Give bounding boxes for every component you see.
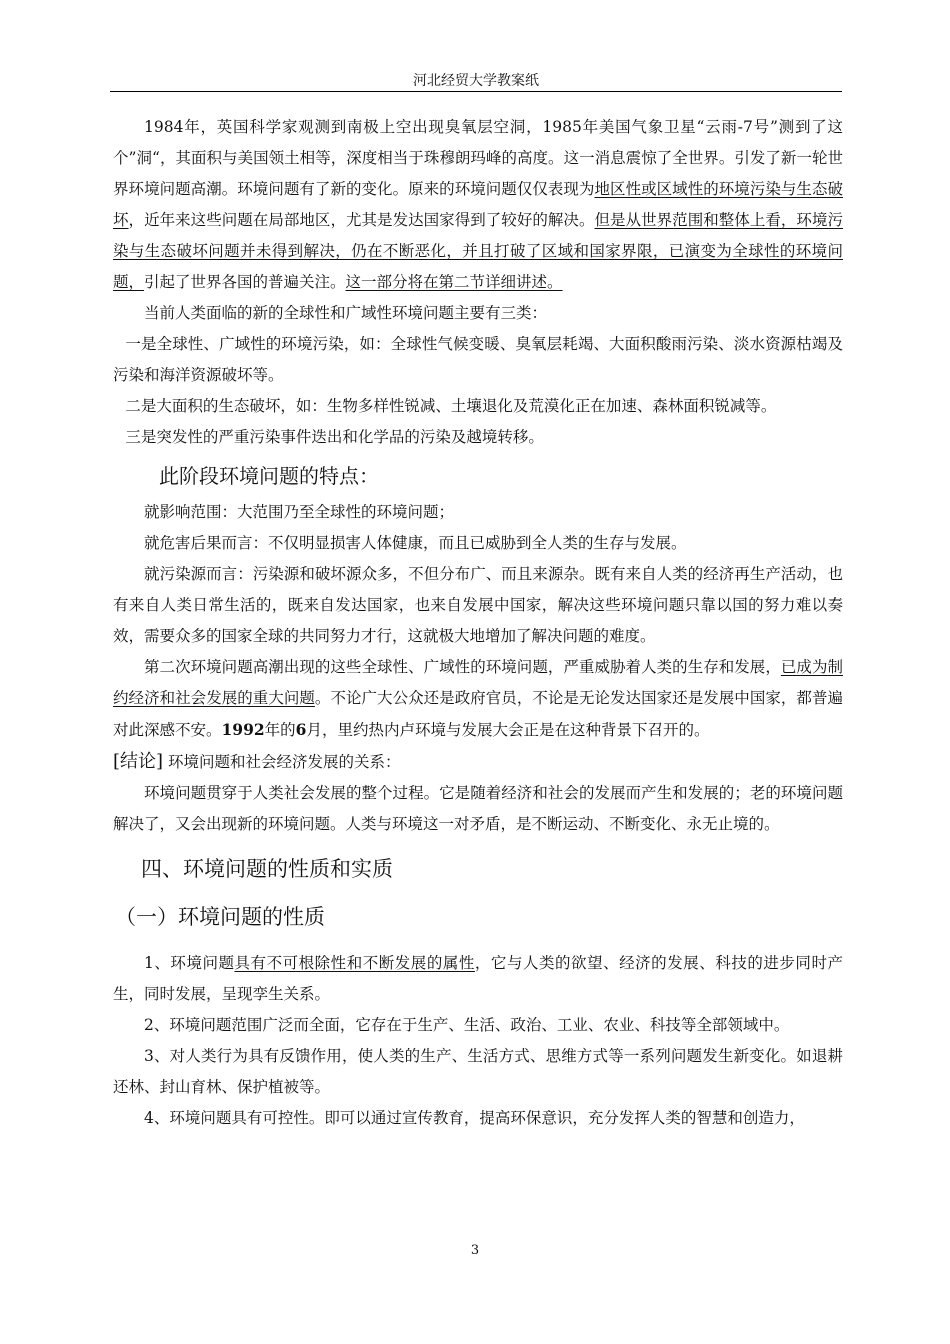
list-item-2: 二是大面积的生态破坏，如：生物多样性锐减、土壤退化及荒漠化正在加速、森林面积锐减等。 — [125, 397, 777, 415]
bold-year: 1992 — [221, 720, 265, 739]
underlined-text: 但是从世界范围和整体上看，环境污染与生态破坏问题并未得到解决，仍在不断恶化，并且打破了区域和国家界限，已演变为全球性的环境问题， — [113, 211, 843, 291]
numbered-item-2: 2、环境问题范围广泛而全面，它存在于生产、生活、政治、工业、农业、科技等全部领域中。 — [144, 1016, 790, 1034]
numbered-item-1 — [113, 948, 843, 1010]
underlined-text: 这一部分将在第二节详细讲述。 — [345, 273, 563, 291]
subsection-heading: （一）环境问题的性质 — [115, 905, 325, 929]
conclusion-text: 环境问题和社会经济发展的关系： — [167, 753, 401, 771]
list-item-3: 三是突发性的严重污染事件迭出和化学品的污染及越境转移。 — [125, 428, 544, 446]
document-body — [113, 112, 843, 1134]
text-run: 月，里约热内卢环境与发展大会正是在这种背景下召开的。 — [306, 721, 710, 739]
text-run: ，它与人类的欲望、经济的发展、科技的进步同时产生，同时发展，呈现孪生关系。 — [113, 954, 843, 1003]
text-run: 1984年，英国科学家观测到南极上空出现臭氧层空洞，1985年美国气象卫星“云雨-7号”测到了这个”洞“，其面积与美国领土相等，深度相当于珠穆朗玛峰的高度。这一消息震惊了全世界。引发了新一轮世界环境问题高潮。环境问题有了新的变化。原来的环境问题仅仅表现为 — [113, 118, 843, 198]
conclusion-tag: [结论] — [113, 751, 164, 772]
underlined-text: 地区性或区域性的环境污染与生态破坏 — [113, 180, 843, 229]
feature-harm: 就危害后果而言：不仅明显损害人体健康，而且已威胁到全人类的生存与发展。 — [144, 534, 687, 552]
page-header: 河北经贸大学教案纸 — [413, 73, 539, 89]
paragraph-three-types: 当前人类面临的新的全球性和广域性环境问题主要有三类： — [144, 304, 548, 322]
paragraph-conclusion: 环境问题贯穿于人类社会发展的整个过程。它是随着经济和社会的发展而产生和发展的；老的环境问题解决了，又会出现新的环境问题。人类与环境这一对矛盾，是不断运动、不断变化、永无止境的。 — [113, 784, 843, 833]
text-run: ，近年来这些问题在局部地区，尤其是发达国家得到了较好的解决。 — [128, 211, 595, 229]
numbered-item-3: 3、对人类行为具有反馈作用，使人类的生产、生活方式、思维方式等一系列问题发生新变化。如退耕还林、封山育林、保护植被等。 — [113, 1047, 843, 1096]
paragraph-second-wave — [113, 652, 843, 746]
bold-month: 6 — [295, 720, 307, 739]
text-run: 。不论广大公众还是政府官员，不论是无论发达国家还是发展中国家，都普遍对此深感不安。 — [113, 689, 843, 739]
underlined-text: 已成为制约经济和社会发展的重大问题 — [113, 658, 843, 707]
feature-source: 就污染源而言：污染源和破坏源众多，不但分布广、而且来源杂。既有来自人类的经济再生产活动，也有来自人类日常生活的，既来自发达国家，也来自发展中国家，解决这些环境问题只靠以国的努力难以奏效，需要众多的国家全球的共同努力才行，这就极大地增加了解决问题的难度。 — [113, 565, 843, 645]
paragraph-ozone — [113, 112, 843, 298]
numbered-item-4: 4、环境问题具有可控性。即可以通过宣传教育，提高环保意识，充分发挥人类的智慧和创造力， — [144, 1109, 805, 1127]
section-heading: 四、环境问题的性质和实质 — [141, 857, 393, 881]
feature-scope: 就影响范围：大范围乃至全球性的环境问题； — [144, 503, 455, 521]
text-run: 第二次环境问题高潮出现的这些全球性、广域性的环境问题，严重威胁着人类的生存和发展， — [144, 658, 781, 676]
text-run: 年的 — [264, 721, 296, 739]
underlined-text: 具有不可根除性和不断发展的属性 — [234, 954, 475, 972]
header-divider — [110, 91, 842, 92]
text-run: 引起了世界各国的普遍关注。 — [144, 273, 346, 291]
heading-features: 此阶段环境问题的特点： — [159, 464, 379, 488]
page-number: 3 — [470, 1243, 480, 1258]
text-run: 1、环境问题 — [144, 954, 235, 972]
list-item-1: 一是全球性、广域性的环境污染，如：全球性气候变暖、臭氧层耗竭、大面积酸雨污染、淡水资源枯竭及污染和海洋资源破坏等。 — [113, 335, 843, 384]
conclusion-line — [113, 746, 843, 778]
